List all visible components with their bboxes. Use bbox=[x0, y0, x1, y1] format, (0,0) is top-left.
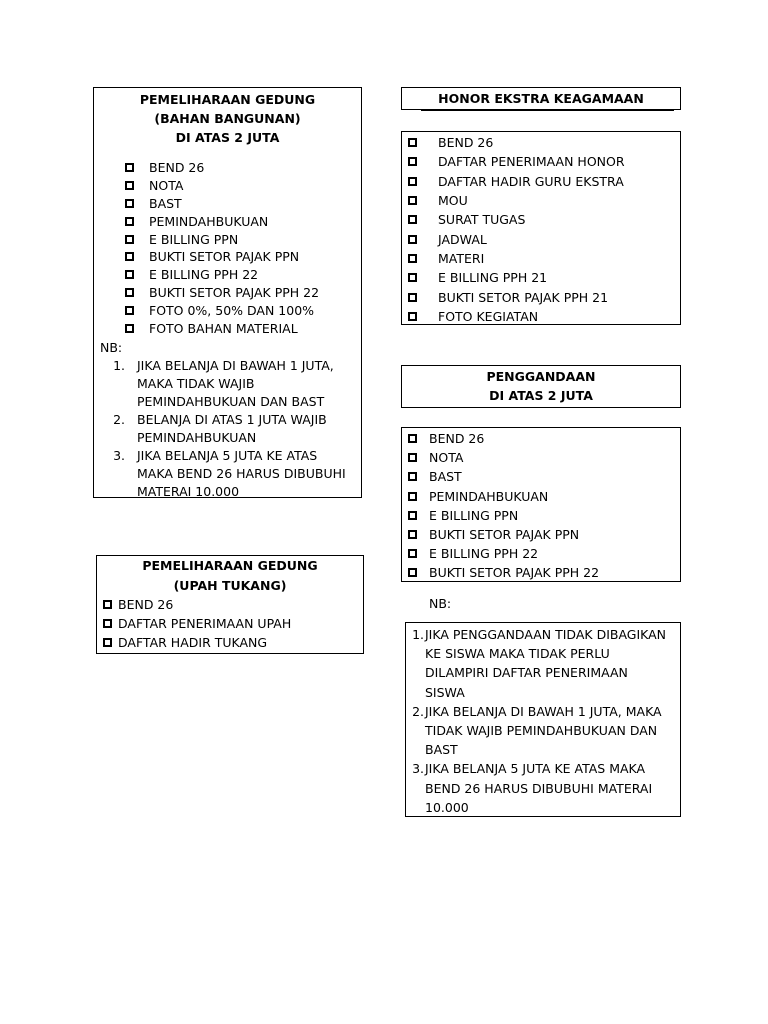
notes-list bbox=[94, 357, 361, 501]
item-label: NOTA bbox=[149, 178, 184, 194]
checkbox[interactable] bbox=[408, 312, 417, 321]
checkbox[interactable] bbox=[125, 252, 134, 261]
checkbox[interactable] bbox=[408, 177, 417, 186]
note-line: KE SISWA MAKA TIDAK PERLU bbox=[425, 646, 610, 662]
title-underline bbox=[421, 110, 674, 111]
checkbox[interactable] bbox=[125, 181, 134, 190]
box-honor-list bbox=[401, 131, 681, 325]
note-number: 1. bbox=[113, 357, 125, 373]
list-item bbox=[408, 506, 680, 525]
item-label: BEND 26 bbox=[118, 597, 174, 612]
checkbox[interactable] bbox=[125, 235, 134, 244]
checklist bbox=[97, 595, 363, 652]
checkbox[interactable] bbox=[408, 472, 417, 481]
box-title bbox=[94, 90, 361, 147]
list-item bbox=[125, 284, 361, 302]
checkbox[interactable] bbox=[125, 306, 134, 315]
item-label: BUKTI SETOR PAJAK PPH 21 bbox=[438, 289, 609, 305]
note-number: 3. bbox=[412, 761, 424, 777]
checkbox[interactable] bbox=[125, 324, 134, 333]
item-label: FOTO KEGIATAN bbox=[438, 308, 539, 324]
box-penggandaan-list bbox=[401, 427, 681, 582]
list-item bbox=[408, 467, 680, 486]
list-item bbox=[125, 195, 361, 213]
box-penggandaan-title bbox=[401, 365, 681, 408]
note-line: JIKA PENGGANDAAN TIDAK DIBAGIKAN bbox=[425, 627, 667, 642]
list-item bbox=[408, 152, 680, 171]
note-text bbox=[424, 759, 680, 817]
note-number: 1. bbox=[412, 627, 424, 642]
checkbox[interactable] bbox=[125, 163, 134, 172]
item-label: DAFTAR PENERIMAAN HONOR bbox=[438, 154, 625, 170]
box-title bbox=[402, 367, 680, 405]
item-label: E BILLING PPH 22 bbox=[149, 267, 259, 283]
list-item bbox=[125, 230, 361, 248]
item-label: E BILLING PPH 21 bbox=[438, 270, 548, 286]
notes-list bbox=[406, 625, 680, 817]
checkbox[interactable] bbox=[103, 638, 112, 647]
checklist bbox=[402, 133, 680, 326]
list-item bbox=[103, 595, 363, 614]
note-line: BAST bbox=[425, 742, 458, 758]
list-item bbox=[408, 429, 680, 448]
note-item bbox=[406, 702, 680, 760]
box-title: HONOR EKSTRA KEAGAMAAN bbox=[438, 91, 644, 106]
checkbox[interactable] bbox=[408, 157, 417, 166]
item-label: DAFTAR HADIR TUKANG bbox=[118, 635, 268, 650]
note-line: MAKA BEND 26 HARUS DIBUBUHI bbox=[137, 465, 346, 481]
item-label: BEND 26 bbox=[438, 135, 494, 151]
list-item bbox=[408, 210, 680, 229]
item-label: E BILLING PPN bbox=[429, 507, 519, 523]
title-line: (UPAH TUKANG) bbox=[173, 578, 287, 593]
list-item bbox=[125, 301, 361, 319]
checkbox[interactable] bbox=[408, 568, 417, 577]
note-line: MATERAI 10.000 bbox=[137, 483, 240, 499]
list-item bbox=[408, 249, 680, 268]
checkbox[interactable] bbox=[408, 434, 417, 443]
checkbox[interactable] bbox=[103, 619, 112, 628]
list-item bbox=[408, 448, 680, 467]
list-item bbox=[408, 133, 680, 152]
note-text bbox=[125, 411, 361, 447]
note-item bbox=[94, 447, 361, 501]
checklist bbox=[94, 159, 361, 337]
note-number: 2. bbox=[412, 703, 424, 719]
checkbox[interactable] bbox=[408, 293, 417, 302]
list-item bbox=[408, 268, 680, 287]
item-label: MOU bbox=[438, 193, 468, 209]
note-line: JIKA BELANJA 5 JUTA KE ATAS MAKA bbox=[425, 761, 646, 777]
note-text bbox=[424, 702, 680, 760]
note-line: TIDAK WAJIB PEMINDAHBUKUAN DAN bbox=[425, 723, 658, 739]
checkbox[interactable] bbox=[125, 288, 134, 297]
note-line: PEMINDAHBUKUAN DAN BAST bbox=[137, 393, 325, 409]
note-line: JIKA BELANJA 5 JUTA KE ATAS bbox=[137, 447, 318, 463]
note-line: JIKA BELANJA DI BAWAH 1 JUTA, MAKA bbox=[425, 703, 662, 719]
note-item bbox=[94, 357, 361, 411]
list-item bbox=[408, 544, 680, 563]
list-item bbox=[408, 229, 680, 248]
list-item bbox=[408, 487, 680, 506]
item-label: NOTA bbox=[429, 450, 464, 466]
item-label: PEMINDAHBUKUAN bbox=[429, 488, 549, 504]
list-item bbox=[125, 319, 361, 337]
item-label: BUKTI SETOR PAJAK PPN bbox=[429, 527, 580, 543]
checkbox[interactable] bbox=[408, 215, 417, 224]
list-item bbox=[125, 212, 361, 230]
nb-label: NB: bbox=[100, 339, 123, 355]
nb-label: NB: bbox=[429, 596, 452, 611]
checkbox[interactable] bbox=[408, 254, 417, 263]
list-item bbox=[125, 248, 361, 266]
checkbox[interactable] bbox=[125, 199, 134, 208]
box-honor-title bbox=[401, 87, 681, 110]
list-item bbox=[125, 266, 361, 284]
checkbox[interactable] bbox=[408, 492, 417, 501]
checkbox[interactable] bbox=[408, 273, 417, 282]
item-label: FOTO 0%, 50% DAN 100% bbox=[149, 302, 315, 318]
note-line: SISWA bbox=[425, 684, 465, 700]
checkbox[interactable] bbox=[408, 235, 417, 244]
item-label: PEMINDAHBUKUAN bbox=[149, 213, 269, 229]
item-label: BUKTI SETOR PAJAK PPH 22 bbox=[149, 284, 320, 300]
note-number: 2. bbox=[113, 411, 125, 427]
list-item bbox=[125, 177, 361, 195]
note-line: MAKA TIDAK WAJIB bbox=[137, 375, 255, 391]
note-line: PEMINDAHBUKUAN bbox=[137, 429, 257, 445]
note-number: 3. bbox=[113, 447, 125, 463]
list-item bbox=[408, 525, 680, 544]
list-item bbox=[408, 307, 680, 326]
title-line: PENGGANDAAN bbox=[486, 369, 596, 384]
title-line: PEMELIHARAAN GEDUNG bbox=[139, 92, 316, 107]
note-line: BEND 26 HARUS DIBUBUHI MATERAI bbox=[425, 780, 653, 796]
item-label: BAST bbox=[429, 469, 462, 485]
note-line: 10.000 bbox=[425, 799, 469, 815]
title-line: (BAHAN BANGUNAN) bbox=[154, 111, 301, 126]
list-item bbox=[408, 563, 680, 582]
note-text bbox=[424, 625, 680, 702]
list-item bbox=[408, 287, 680, 306]
checkbox[interactable] bbox=[103, 600, 112, 609]
checkbox[interactable] bbox=[408, 511, 417, 520]
item-label: JADWAL bbox=[438, 231, 487, 247]
box-penggandaan-notes bbox=[405, 622, 681, 817]
note-line: JIKA BELANJA DI BAWAH 1 JUTA, bbox=[137, 357, 334, 373]
item-label: E BILLING PPH 22 bbox=[429, 546, 539, 562]
title-line: DI ATAS 2 JUTA bbox=[175, 130, 280, 145]
checkbox[interactable] bbox=[125, 217, 134, 226]
item-label: DAFTAR PENERIMAAN UPAH bbox=[118, 616, 292, 631]
item-label: BEND 26 bbox=[429, 431, 485, 447]
item-label: BUKTI SETOR PAJAK PPN bbox=[149, 249, 300, 265]
item-label: MATERI bbox=[438, 250, 485, 266]
list-item bbox=[125, 159, 361, 177]
box-title bbox=[97, 556, 363, 595]
note-line: BELANJA DI ATAS 1 JUTA WAJIB bbox=[137, 411, 327, 427]
item-label: E BILLING PPN bbox=[149, 231, 239, 247]
checkbox[interactable] bbox=[125, 270, 134, 279]
checklist bbox=[402, 429, 680, 583]
list-item bbox=[103, 633, 363, 652]
checkbox[interactable] bbox=[408, 549, 417, 558]
box-pemeliharaan-upah bbox=[96, 555, 364, 654]
title-line: DI ATAS 2 JUTA bbox=[489, 388, 593, 403]
title-line: PEMELIHARAAN GEDUNG bbox=[142, 558, 318, 573]
item-label: SURAT TUGAS bbox=[438, 212, 526, 228]
note-text bbox=[125, 447, 361, 501]
note-text bbox=[125, 357, 361, 411]
item-label: FOTO BAHAN MATERIAL bbox=[149, 320, 298, 336]
note-item bbox=[406, 759, 680, 817]
note-item bbox=[94, 411, 361, 447]
box-pemeliharaan-bahan bbox=[93, 87, 362, 498]
item-label: BUKTI SETOR PAJAK PPH 22 bbox=[429, 565, 600, 581]
checkbox[interactable] bbox=[408, 138, 417, 147]
checkbox[interactable] bbox=[408, 530, 417, 539]
note-item bbox=[406, 625, 680, 702]
item-label: DAFTAR HADIR GURU EKSTRA bbox=[438, 173, 624, 189]
item-label: BEND 26 bbox=[149, 160, 205, 176]
checkbox[interactable] bbox=[408, 196, 417, 205]
checkbox[interactable] bbox=[408, 453, 417, 462]
list-item bbox=[408, 172, 680, 191]
item-label: BAST bbox=[149, 195, 182, 211]
note-line: DILAMPIRI DAFTAR PENERIMAAN bbox=[425, 665, 628, 681]
list-item bbox=[103, 614, 363, 633]
list-item bbox=[408, 191, 680, 210]
